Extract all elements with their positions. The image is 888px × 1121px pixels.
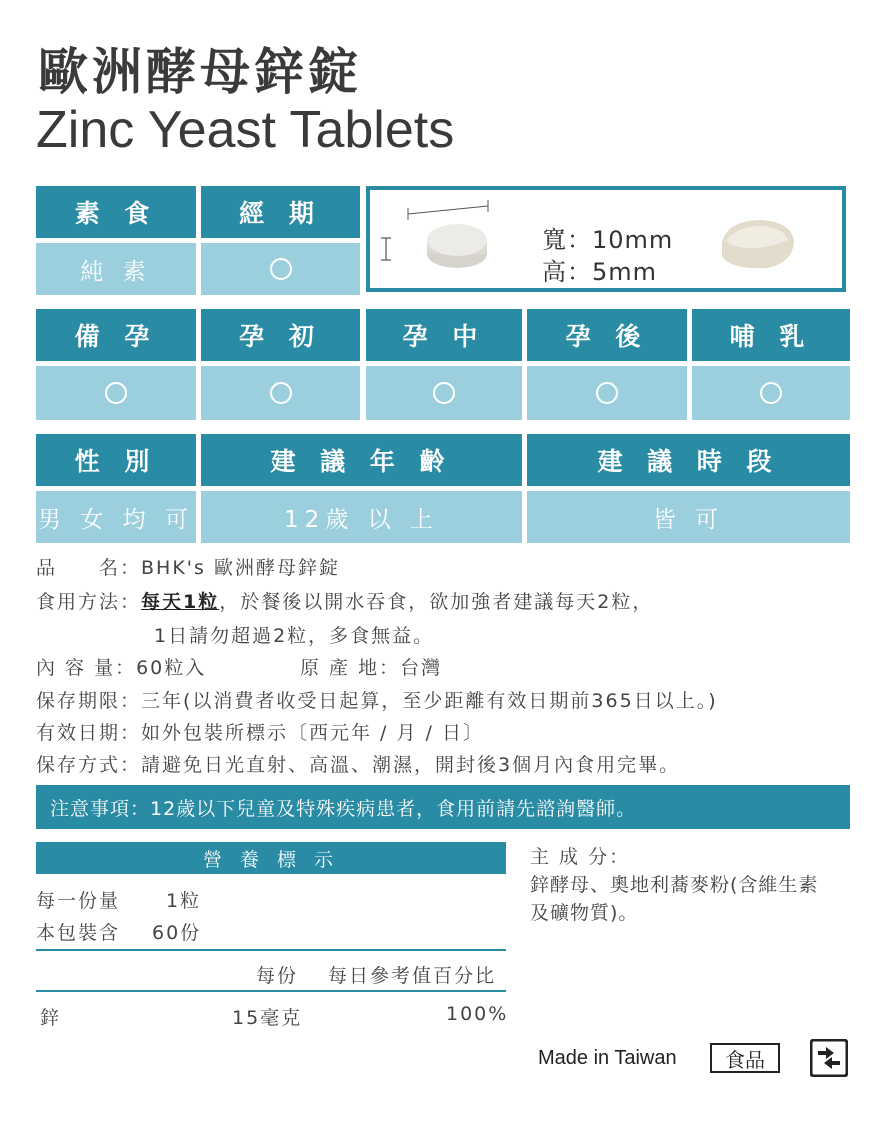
stage-header-early: 孕 初 (201, 309, 360, 361)
stage-value-mid (366, 366, 522, 420)
stage-header-prepare: 備 孕 (36, 309, 196, 361)
info-name-label: 品 名： (36, 557, 142, 579)
info-expiry (36, 718, 484, 745)
info-name-value: BHK's 歐洲酵母鋅錠 (141, 557, 340, 579)
circle-mark-icon (270, 258, 292, 280)
tablet-height (542, 252, 657, 287)
stage-header-nursing: 哺 乳 (692, 309, 850, 361)
tablet-width-label: 寬： (542, 226, 592, 254)
info-content-label: 內 容 量： (36, 657, 137, 679)
age-header: 建 議 年 齡 (201, 434, 522, 486)
food-badge: 食品 (710, 1043, 780, 1073)
diet-value: 純 素 (36, 243, 196, 295)
info-usage (36, 587, 653, 614)
tablet-height-value: 5mm (592, 258, 658, 286)
circle-mark-icon (270, 382, 292, 404)
nutrition-servings-label: 本包裝含 (36, 922, 121, 944)
nutrition-header: 營 養 標 示 (36, 842, 506, 874)
period-value (201, 243, 360, 295)
nutrition-divider-top (36, 949, 506, 951)
circle-mark-icon (596, 382, 618, 404)
info-storage-value: 請避免日光直射、高溫、潮濕，開封後3個月內食用完畢。 (141, 754, 681, 776)
notice-bar: 注意事項：12歲以下兒童及特殊疾病患者，食用前請先諮詢醫師。 (36, 785, 850, 829)
nutrition-divider-mid (36, 990, 506, 992)
info-storage-label: 保存方式： (36, 754, 142, 776)
info-shelf (36, 686, 718, 713)
nutrition-row-name: 鋅 (40, 1007, 62, 1029)
info-content (36, 653, 206, 680)
nutrition-row-amount: 15毫克 (232, 1007, 303, 1029)
info-name (36, 553, 340, 580)
tablet-width-value: 10mm (592, 226, 674, 254)
ingredients-line2: 及礦物質)。 (530, 902, 639, 924)
info-usage-rest: ，於餐後以開水吞食，欲加強者建議每天2粒， (219, 591, 654, 613)
info-expiry-label: 有效日期： (36, 722, 142, 744)
ingredients-label: 主 成 分： (530, 846, 631, 868)
info-usage-line2: 1日請勿超過2粒，多食無益。 (154, 625, 435, 647)
circle-mark-icon (760, 382, 782, 404)
info-shelf-value: 三年(以消費者收受日起算，至少距離有效日期前365日以上。) (141, 690, 718, 712)
gender-header: 性 別 (36, 434, 196, 486)
stage-value-nursing (692, 366, 850, 420)
info-shelf-label: 保存期限： (36, 690, 142, 712)
circle-mark-icon (433, 382, 455, 404)
time-value: 皆 可 (527, 491, 850, 543)
info-expiry-value: 如外包裝所標示〔西元年 / 月 / 日〕 (141, 722, 484, 744)
info-storage (36, 750, 680, 777)
period-header: 經 期 (201, 186, 360, 238)
stage-value-late (527, 366, 687, 420)
info-content-value: 60粒入 (136, 657, 207, 679)
nutrition-serving-label: 每一份量 (36, 890, 121, 912)
diet-header: 素 食 (36, 186, 196, 238)
stage-value-prepare (36, 366, 196, 420)
nutrition-servings-value: 60份 (152, 922, 202, 944)
gender-value: 男 女 均 可 (36, 491, 196, 543)
nutrition-serving-value: 1粒 (166, 890, 202, 912)
age-value: 12歲 以 上 (201, 491, 522, 543)
info-usage-bold: 每天1粒 (141, 591, 220, 613)
info-usage-label: 食用方法： (36, 591, 142, 613)
stage-value-early (201, 366, 360, 420)
time-header: 建 議 時 段 (527, 434, 850, 486)
nutrition-row-dv: 100% (446, 1003, 509, 1025)
recycle-icon (810, 1039, 848, 1077)
info-origin-label: 原 產 地： (300, 657, 401, 679)
info-origin (300, 653, 442, 680)
nutrition-col-dv: 每日參考值百分比 (328, 965, 497, 987)
stage-header-late: 孕 後 (527, 309, 687, 361)
tablet-width (542, 220, 673, 255)
made-in-label: Made in Taiwan (538, 1047, 677, 1069)
ingredients-line1: 鋅酵母、奧地利蕎麥粉(含維生素 (530, 874, 819, 896)
nutrition-col-per: 每份 (256, 965, 299, 987)
stage-header-mid: 孕 中 (366, 309, 522, 361)
tablet-size-box (366, 186, 846, 292)
product-title-en: Zinc Yeast Tablets (36, 101, 455, 159)
info-origin-value: 台灣 (400, 657, 443, 679)
product-title-zh: 歐洲酵母鋅錠 (38, 43, 362, 101)
tablet-height-label: 高： (542, 258, 592, 286)
circle-mark-icon (105, 382, 127, 404)
